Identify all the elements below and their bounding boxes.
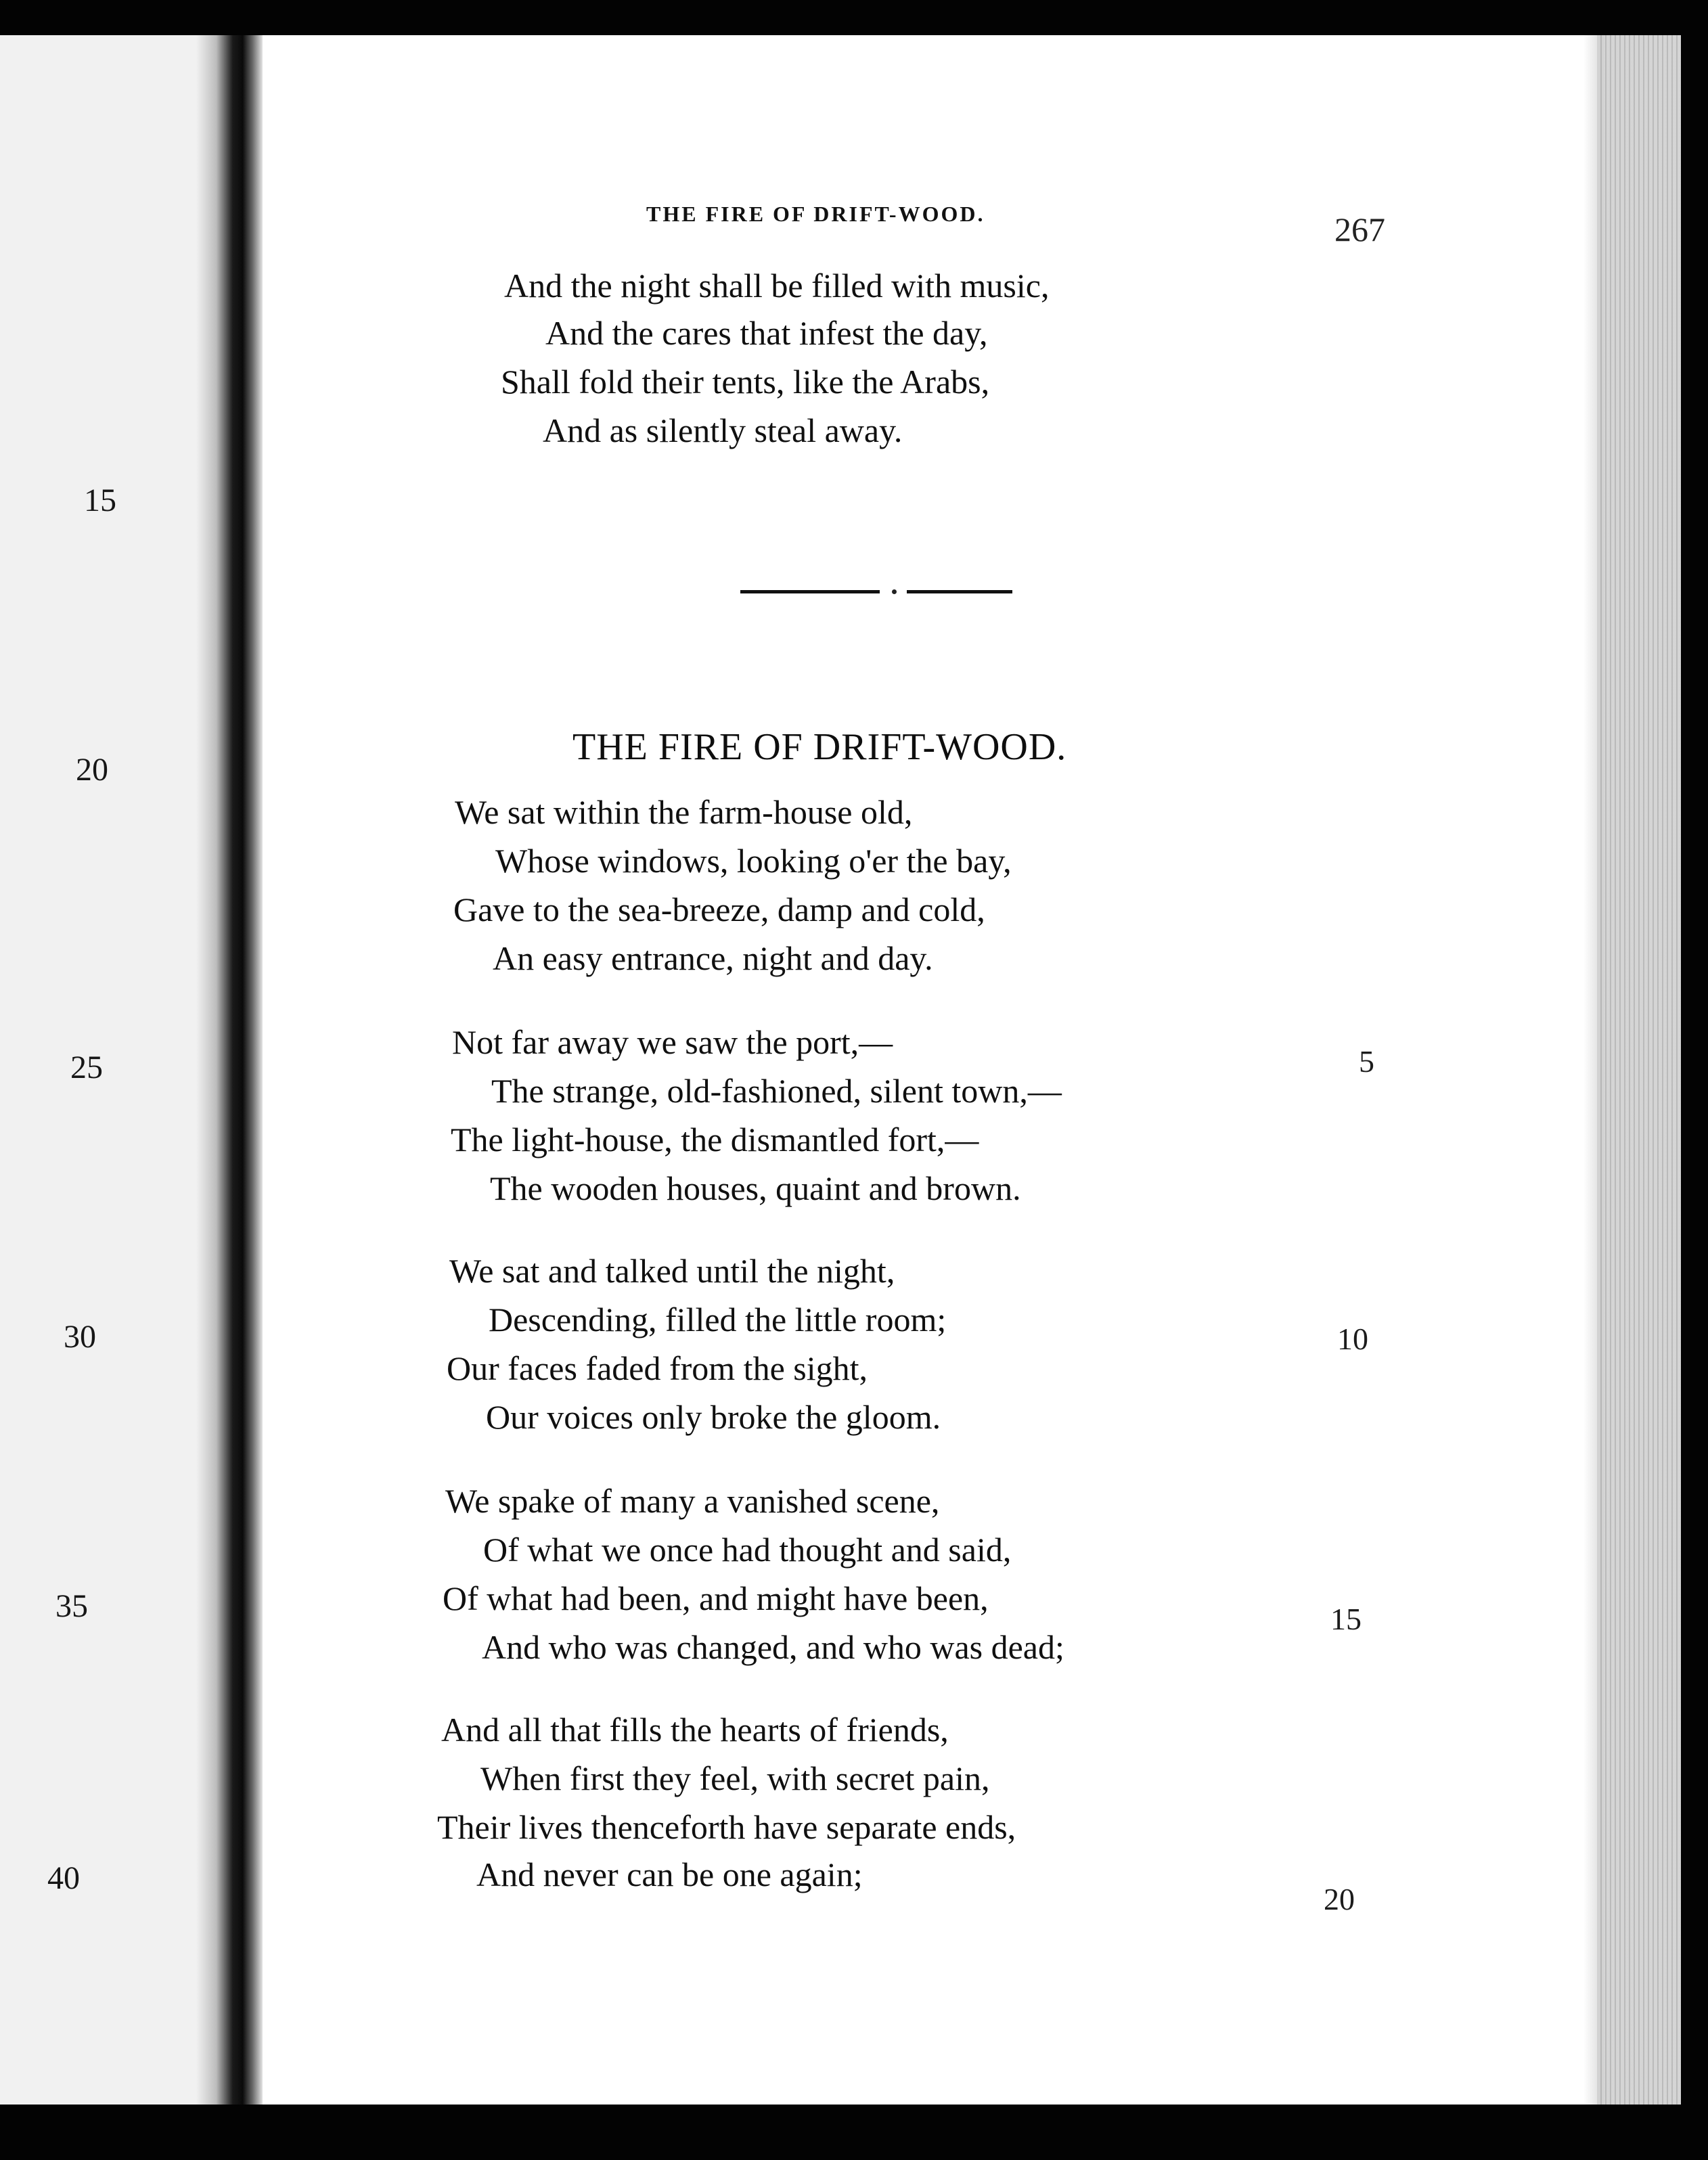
poem-line: Whose windows, looking o'er the bay, — [495, 842, 1012, 880]
previous-poem-line: Shall fold their tents, like the Arabs, — [501, 363, 990, 401]
poem-line: We sat within the farm-house old, — [455, 793, 913, 831]
poem-line: And never can be one again; — [476, 1855, 863, 1893]
page-fore-edge — [1597, 35, 1681, 2105]
poem-line: We sat and talked until the night, — [449, 1252, 895, 1290]
poem-line: The wooden houses, quaint and brown. — [490, 1169, 1021, 1207]
left-line-number: 20 — [76, 752, 108, 788]
poem-title: THE FIRE OF DRIFT-WOOD. — [572, 726, 1067, 768]
line-number: 20 — [1324, 1882, 1355, 1916]
scan-border-top — [0, 0, 1708, 35]
poem-line: Gave to the sea-breeze, damp and cold, — [453, 891, 985, 928]
poem-line: The strange, old-fashioned, silent town,— — [491, 1072, 1062, 1110]
section-divider-dot — [892, 589, 897, 594]
line-number: 10 — [1337, 1322, 1368, 1356]
left-line-number: 40 — [47, 1860, 80, 1896]
poem-line: The light-house, the dismantled fort,— — [451, 1121, 979, 1158]
line-number: 5 — [1359, 1044, 1374, 1079]
section-divider-right — [907, 590, 1012, 593]
left-page — [0, 35, 229, 2105]
left-line-number: 35 — [55, 1588, 88, 1624]
poem-line: Our faces faded from the sight, — [447, 1349, 868, 1387]
left-line-number: 15 — [84, 482, 116, 518]
left-line-number: 30 — [64, 1319, 96, 1355]
poem-line: We spake of many a vanished scene, — [445, 1482, 940, 1520]
poem-line: Not far away we saw the port,— — [452, 1023, 893, 1061]
poem-line: And all that fills the hearts of friends, — [441, 1711, 949, 1749]
running-head: THE FIRE OF DRIFT-WOOD. — [646, 202, 985, 226]
poem-line: When first they feel, with secret pain, — [480, 1759, 990, 1797]
poem-line: Descending, filled the little room; — [489, 1301, 947, 1338]
previous-poem-line: And the cares that infest the day, — [545, 314, 988, 352]
poem-line: And who was changed, and who was dead; — [482, 1628, 1064, 1666]
scan-border-right — [1681, 0, 1708, 2160]
poem-line: Our voices only broke the gloom. — [486, 1398, 941, 1436]
left-line-number: 25 — [70, 1050, 103, 1085]
page-number: 267 — [1334, 210, 1385, 248]
poem-line: Of what we once had thought and said, — [483, 1531, 1012, 1569]
section-divider-left — [740, 590, 880, 593]
poem-line: An easy entrance, night and day. — [493, 939, 933, 977]
poem-line: Of what had been, and might have been, — [443, 1579, 989, 1617]
poem-line: Their lives thenceforth have separate ends, — [437, 1808, 1016, 1846]
line-number: 15 — [1330, 1602, 1362, 1636]
previous-poem-line: And as silently steal away. — [543, 411, 903, 449]
book-gutter — [196, 35, 263, 2105]
previous-poem-line: And the night shall be filled with music, — [504, 267, 1050, 305]
scan-border-bottom — [0, 2105, 1708, 2160]
